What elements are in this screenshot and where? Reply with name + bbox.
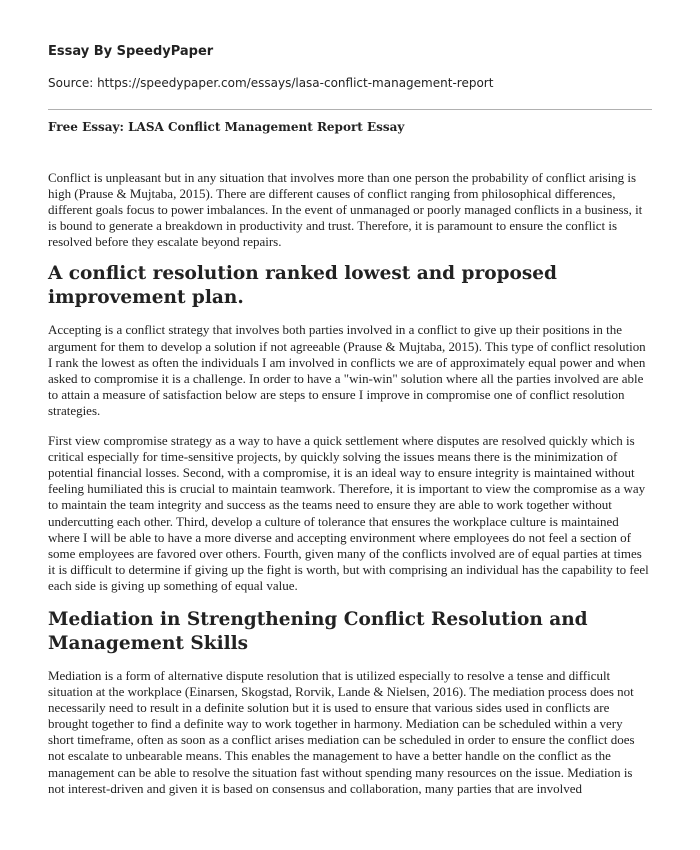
brand-label: Essay By SpeedyPaper [48,44,214,59]
section-heading-mediation: Mediation in Strengthening Conflict Resolution and Management Skills [48,608,588,654]
section-heading-conflict-resolution: A conflict resolution ranked lowest and proposed improvement plan. [48,263,557,309]
header-divider [48,109,652,110]
page-header [48,43,652,91]
source-line: Source: https://speedypaper.com/essays/lasa-conflict-management-report [48,76,494,90]
body-paragraph: Accepting is a conflict strategy that involves both parties involved in a conflict to give up their positions in the argument for them to develop a solution if not agreeable (Prause & Mujtaba, 2015). This type of conflict resolution I rank the lowest as often the individuals I am involved in conflicts we are of approximately equal power and when asked to compromise it is a challenge. In order to have a "win-win" solution where all the parties involved are able to attain a measure of satisfaction below are steps to ensure I improve in compromise one of conflict resolution strategies. [48,322,646,418]
intro-paragraph: Conflict is unpleasant but in any situation that involves more than one person the probability of conflict arising is high (Prause & Mujtaba, 2015). There are different causes of conflict ranging from philosophical differences, different goals focus to power imbalances. In the event of unmanaged or poorly managed conflicts in a business, it is bound to generate a breakdown in productivity and trust. Therefore, it is paramount to ensure the conflict is resolved before they escalate beyond repairs. [48,170,643,250]
body-paragraph: Mediation is a form of alternative dispute resolution that is utilized especially to resolve a tense and difficult situation at the workplace (Einarsen, Skogstad, Rorvik, Lande & Nielsen, 2016). The mediation process does not necessarily need to result in a definite solution but it is used to ensure that various sides used in conflicts are brought together to find a definite way to work together in harmony. Mediation can be scheduled within a very short timeframe, often as soon as a conflict arises mediation can be scheduled in order to ensure the conflict does not escalate to unbearable means. This enables the management to have a better handle on the conflict as the management can be able to resolve the situation fast without spending many resources on the issue. Mediation is not interest-driven and given it is based on consensus and collaboration, many parties that are involved [48,667,635,796]
body-paragraph: First view compromise strategy as a way to have a quick settlement where disputes are resolved quickly which is critical especially for time-sensitive projects, by quickly solving the issues means there is the minimization of potential financial losses. Second, with a compromise, it is an ideal way to ensure integrity is maintained without feeling humiliated this is crucial to maintain teamwork. Therefore, it is important to view the compromise as a way to maintain the team integrity and success as the teams need to ensure they are able to work together without undercutting each other. Third, develop a culture of tolerance that ensures the workplace culture is maintained where I will be able to have a more diverse and accepting environment where employees do not feel a section of some employees are favored over others. Fourth, given many of the conflicts involved are of equal parties at times it is difficult to determine if giving up the fight is worth, but with comprising an individual has the capability to feel each side is giving up something of equal value. [48,433,649,593]
document-title: Free Essay: LASA Conflict Management Report Essay [48,120,405,134]
essay-body [48,170,650,811]
